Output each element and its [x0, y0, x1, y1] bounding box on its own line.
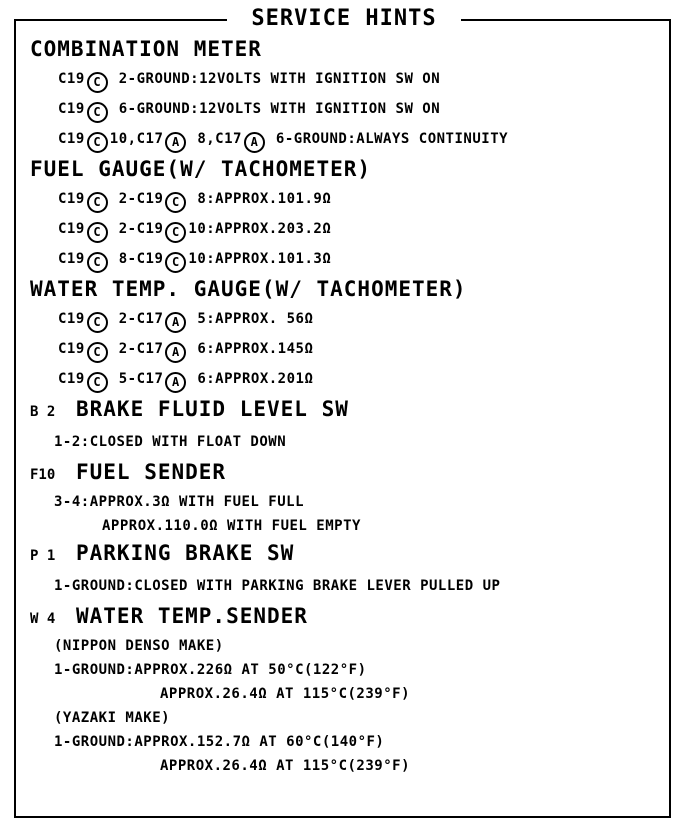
connector-label: 2-C17 — [118, 311, 164, 327]
fuel-gauge-row-3 — [30, 244, 670, 274]
combination-meter-heading: COMBINATION METER — [30, 37, 262, 61]
brake-fluid-row-1: 1-2:CLOSED WITH FLOAT DOWN — [54, 434, 287, 450]
component-code: F10 — [30, 467, 56, 483]
fuel-gauge-row-2 — [30, 214, 670, 244]
connector-circle-icon: C — [165, 192, 186, 213]
content — [30, 34, 670, 778]
connector-circle-icon: C — [87, 72, 108, 93]
water-temp-sender-row-1: 1-GROUND:APPROX.226Ω AT 50°C(122°F) — [54, 662, 367, 678]
hint-text: 2-GROUND:12VOLTS WITH IGNITION SW ON — [118, 71, 441, 87]
connector-label: C19 — [58, 101, 85, 117]
hint-text: 10:APPROX.203.2Ω — [188, 221, 332, 237]
connector-circle-icon: C — [87, 102, 108, 123]
water-temp-gauge-heading: WATER TEMP. GAUGE(W/ TACHOMETER) — [30, 277, 467, 301]
hint-text: 10:APPROX.101.3Ω — [188, 251, 332, 267]
parking-brake-row-1: 1-GROUND:CLOSED WITH PARKING BRAKE LEVER PULLED UP — [54, 578, 501, 594]
connector-label: 2-C19 — [118, 221, 164, 237]
connector-label: 2-C19 — [118, 191, 164, 207]
connector-circle-icon: C — [87, 312, 108, 333]
connector-circle-icon: A — [165, 372, 186, 393]
hint-text: 6:APPROX.145Ω — [197, 341, 314, 357]
connector-circle-icon: C — [87, 132, 108, 153]
hint-text: 6:APPROX.201Ω — [197, 371, 314, 387]
water-temp-gauge-row-2 — [30, 334, 670, 364]
maker-yazaki: (YAZAKI MAKE) — [54, 710, 171, 726]
water-temp-sender-row-3: 1-GROUND:APPROX.152.7Ω AT 60°C(140°F) — [54, 734, 385, 750]
connector-circle-icon: C — [87, 372, 108, 393]
connector-label: 8-C19 — [118, 251, 164, 267]
fuel-gauge-heading: FUEL GAUGE(W/ TACHOMETER) — [30, 157, 372, 181]
component-code: P 1 — [30, 548, 56, 564]
connector-circle-icon: C — [87, 192, 108, 213]
water-temp-gauge-row-1 — [30, 304, 670, 334]
connector-label: C19 — [58, 191, 85, 207]
section-title: PARKING BRAKE SW — [76, 541, 295, 565]
connector-label: 8,C17 — [197, 131, 242, 147]
connector-label: C19 — [58, 311, 85, 327]
connector-label: C19 — [58, 71, 85, 87]
connector-circle-icon: A — [165, 342, 186, 363]
connector-label: C19 — [58, 371, 85, 387]
connector-label: 10,C17 — [109, 131, 164, 147]
connector-circle-icon: C — [87, 252, 108, 273]
water-temp-gauge-row-3 — [30, 364, 670, 394]
connector-circle-icon: C — [87, 342, 108, 363]
page-title: SERVICE HINTS — [227, 6, 460, 31]
connector-circle-icon: C — [165, 222, 186, 243]
combination-meter-row-3 — [30, 124, 670, 154]
connector-label: C19 — [58, 131, 85, 147]
hint-text: 6-GROUND:ALWAYS CONTINUITY — [275, 131, 509, 147]
hint-text: 6-GROUND:12VOLTS WITH IGNITION SW ON — [118, 101, 441, 117]
connector-label: C19 — [58, 221, 85, 237]
brake-fluid-heading — [30, 394, 670, 427]
connector-circle-icon: A — [244, 132, 265, 153]
hint-text: 8:APPROX.101.9Ω — [197, 191, 332, 207]
connector-label: C19 — [58, 341, 85, 357]
connector-label: 5-C17 — [118, 371, 164, 387]
section-title: FUEL SENDER — [76, 460, 227, 484]
combination-meter-row-1 — [30, 64, 670, 94]
connector-circle-icon: A — [165, 132, 186, 153]
section-title: WATER TEMP.SENDER — [76, 604, 308, 628]
fuel-gauge-row-1 — [30, 184, 670, 214]
combination-meter-row-2 — [30, 94, 670, 124]
hint-text: 5:APPROX. 56Ω — [197, 311, 314, 327]
connector-label: C19 — [58, 251, 85, 267]
parking-brake-heading — [30, 538, 670, 571]
water-temp-sender-heading — [30, 601, 670, 634]
connector-circle-icon: C — [165, 252, 186, 273]
fuel-sender-row-1: 3-4:APPROX.3Ω WITH FUEL FULL — [54, 494, 305, 510]
maker-nippon-denso: (NIPPON DENSO MAKE) — [54, 638, 224, 654]
connector-label: 2-C17 — [118, 341, 164, 357]
component-code: B 2 — [30, 404, 56, 420]
fuel-sender-heading — [30, 457, 670, 490]
water-temp-sender-row-4: APPROX.26.4Ω AT 115°C(239°F) — [160, 758, 411, 774]
component-code: W 4 — [30, 611, 56, 627]
water-temp-sender-row-2: APPROX.26.4Ω AT 115°C(239°F) — [160, 686, 411, 702]
section-title: BRAKE FLUID LEVEL SW — [76, 397, 349, 421]
connector-circle-icon: C — [87, 222, 108, 243]
fuel-sender-row-2: APPROX.110.0Ω WITH FUEL EMPTY — [102, 518, 361, 534]
connector-circle-icon: A — [165, 312, 186, 333]
